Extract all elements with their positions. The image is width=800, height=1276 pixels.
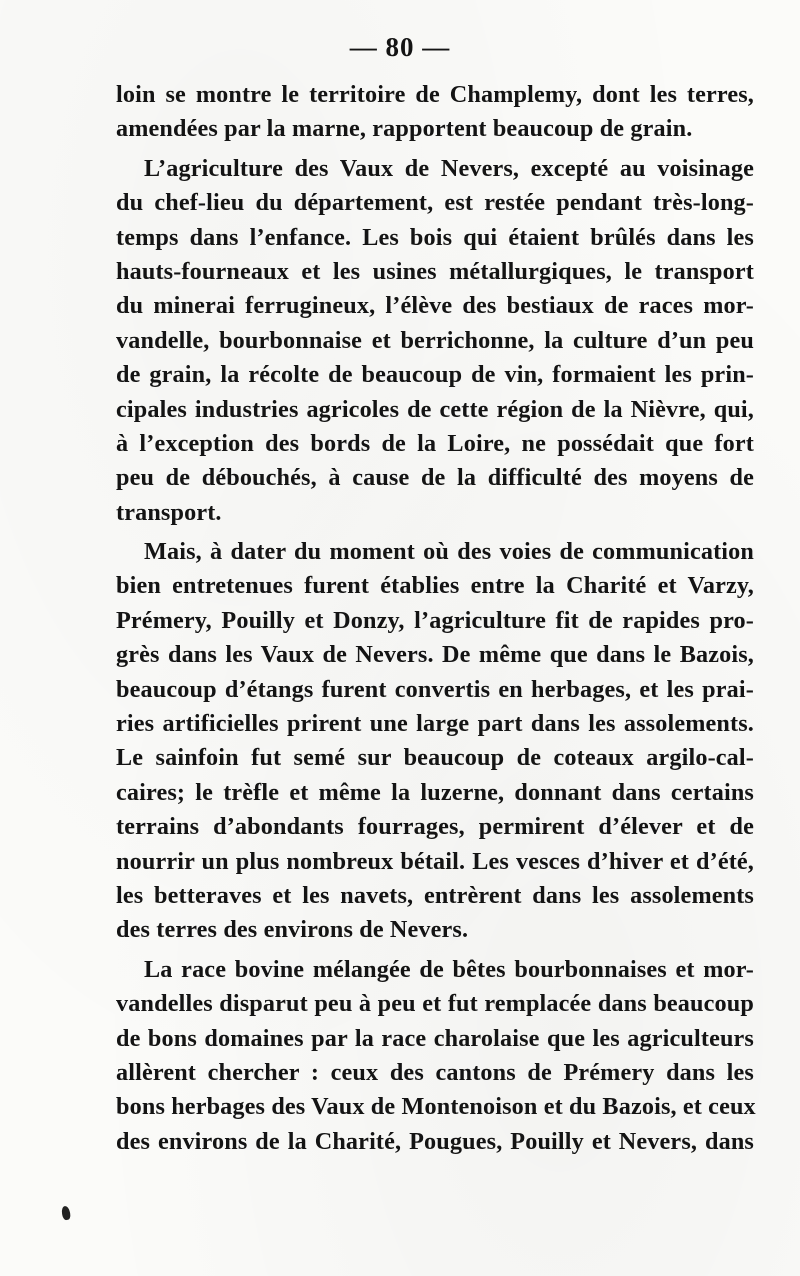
text-line: caires; le trèfle et même la luzerne, donnant dans certains bbox=[116, 778, 754, 806]
text-line: Le sainfoin fut semé sur beaucoup de coteaux argilo-cal- bbox=[116, 744, 754, 772]
text-line: transport. bbox=[116, 498, 222, 526]
text-line: vandelles disparut peu à peu et fut remplacée dans beaucoup bbox=[116, 990, 754, 1018]
text-line: loin se montre le territoire de Champlemy, dont les terres, bbox=[116, 81, 754, 108]
text-line: à l’exception des bords de la Loire, ne possédait que fort bbox=[116, 429, 754, 457]
text-line: bons herbages des Vaux de Montenoison et du Bazois, et ceux bbox=[116, 1093, 756, 1121]
text-line: bien entretenues furent établies entre la Charité et Varzy, bbox=[116, 572, 754, 600]
text-line: des environs de la Charité, Pougues, Pouilly et Nevers, dans bbox=[116, 1127, 754, 1155]
ink-mark bbox=[61, 1205, 71, 1220]
text-line: Prémery, Pouilly et Donzy, l’agriculture fit de rapides pro- bbox=[116, 606, 754, 634]
paragraph bbox=[116, 953, 754, 1159]
text-line: allèrent chercher : ceux des cantons de Prémery dans les bbox=[116, 1058, 754, 1086]
page-number: — 80 — bbox=[349, 32, 451, 62]
paragraph bbox=[116, 152, 754, 530]
text-line: nourrir un plus nombreux bétail. Les vesces d’hiver et d’été, bbox=[116, 847, 754, 875]
text-line: temps dans l’enfance. Les bois qui étaient brûlés dans les bbox=[116, 223, 754, 251]
text-line: hauts-fourneaux et les usines métallurgiques, le transport bbox=[116, 257, 754, 285]
text-line: La race bovine mélangée de bêtes bourbonnaises et mor- bbox=[144, 955, 754, 983]
paragraph bbox=[116, 78, 754, 147]
text-line: vandelle, bourbonnaise et berrichonne, la culture d’un peu bbox=[116, 326, 754, 354]
text-line: cipales industries agricoles de cette région de la Nièvre, qui, bbox=[116, 395, 754, 423]
paragraph bbox=[116, 535, 754, 948]
text-line: ries artificielles prirent une large part dans les assolements. bbox=[116, 710, 754, 738]
text-line: amendées par la marne, rapportent beaucoup de grain. bbox=[116, 115, 693, 143]
text-line: du minerai ferrugineux, l’élève des bestiaux de races mor- bbox=[116, 292, 754, 320]
text-line: du chef-lieu du département, est restée pendant très-long- bbox=[116, 189, 754, 217]
text-line: de grain, la récolte de beaucoup de vin, formaient les prin- bbox=[116, 361, 754, 389]
text-line: beaucoup d’étangs furent convertis en herbages, et les prai- bbox=[116, 675, 754, 703]
text-line: les betteraves et les navets, entrèrent dans les assolements bbox=[116, 881, 754, 909]
text-line: terrains d’abondants fourrages, permirent d’élever et de bbox=[116, 813, 754, 841]
text-line: des terres des environs de Nevers. bbox=[116, 916, 469, 944]
text-line: grès dans les Vaux de Nevers. De même que dans le Bazois, bbox=[116, 641, 754, 669]
text-line: de bons domaines par la race charolaise que les agriculteurs bbox=[116, 1024, 754, 1052]
text-line: peu de débouchés, à cause de la difficulté des moyens de bbox=[116, 464, 754, 492]
text-line: Mais, à dater du moment où des voies de communication bbox=[144, 538, 754, 566]
body-text bbox=[116, 78, 754, 1164]
text-line: L’agriculture des Vaux de Nevers, excepté au voisinage bbox=[144, 154, 754, 182]
